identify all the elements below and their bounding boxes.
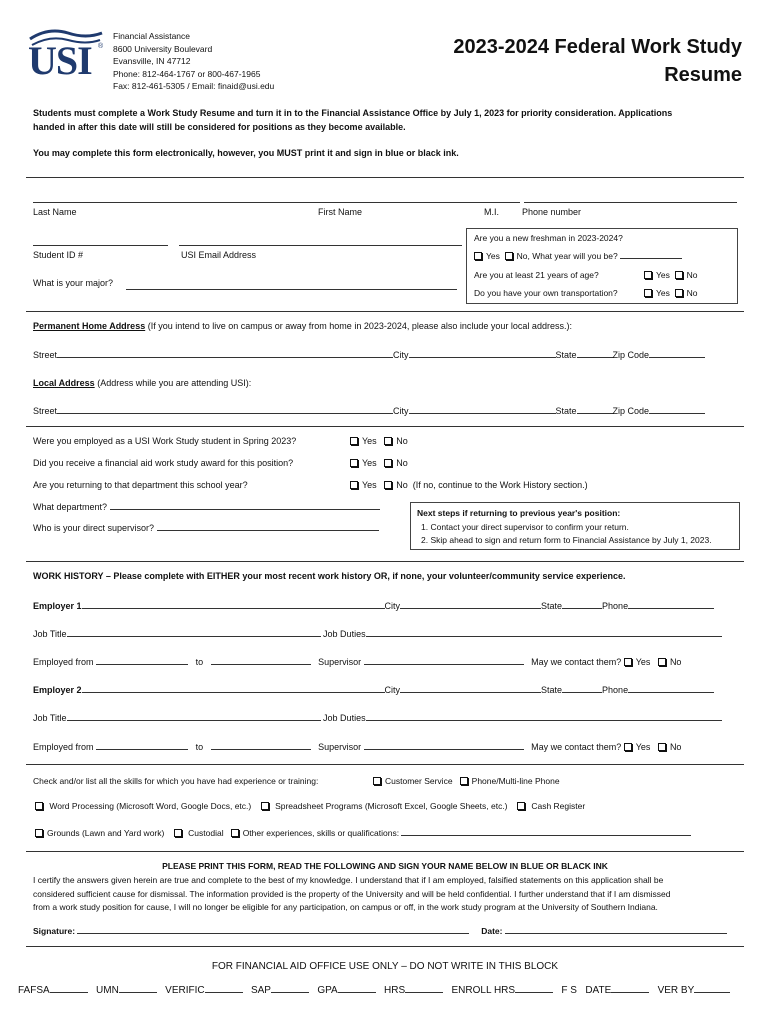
office-use-row [18, 984, 730, 996]
freshman-yes-label: Yes [486, 251, 500, 261]
student-id-input-line[interactable] [33, 245, 168, 246]
office-use-header: FOR FINANCIAL AID OFFICE USE ONLY – DO NOT WRITE IN THIS BLOCK [211, 961, 559, 972]
date-input[interactable] [505, 925, 727, 934]
sap-field [271, 984, 309, 993]
perm-street-input[interactable] [57, 349, 393, 358]
major-label: What is your major? [33, 278, 114, 288]
grounds-checkbox[interactable] [35, 829, 43, 837]
permanent-address-note: (If you intend to live on campus or away from home in 2023-2024, please also include your local address.): [147, 321, 572, 331]
phone-input-line[interactable] [524, 202, 737, 203]
logo-text: USI [28, 38, 92, 83]
other-skills-checkbox[interactable] [231, 829, 239, 837]
word-processing-label: Word Processing (Microsoft Word, Google Docs, etc.) [49, 801, 252, 811]
certify-line-1: I certify the answers given herein are true and complete to the best of my knowledge. I understand that if I am employed, falsified statements on this application shall be [33, 875, 664, 885]
permanent-address-label: Permanent Home Address [33, 321, 146, 331]
email-label: USI Email Address [181, 250, 257, 260]
divider [26, 426, 744, 427]
next-step-1: 1. Contact your direct supervisor to confirm your return. [421, 522, 629, 532]
employed-from-2-input[interactable] [96, 741, 188, 750]
employer-1-input[interactable] [82, 600, 385, 609]
age-yes-label: Yes [656, 270, 670, 280]
student-id-label: Student ID # [33, 250, 84, 260]
ws1-no-checkbox[interactable] [384, 437, 392, 445]
local-address-label: Local Address [33, 378, 95, 388]
to-label: to [195, 657, 204, 667]
ws1-yes-label: Yes [362, 436, 377, 446]
gpa-field [338, 984, 376, 993]
transport-answers [644, 288, 697, 298]
job-duties-1-input[interactable] [366, 628, 722, 637]
state-label: State [555, 350, 577, 360]
divider [26, 851, 744, 852]
employed-to-1-input[interactable] [211, 656, 311, 665]
word-processing-checkbox[interactable] [35, 802, 43, 810]
fs-label: F S [561, 985, 577, 996]
intro-print-note: You may complete this form electronically, however, you MUST print it and sign in blue or black ink. [33, 148, 459, 158]
fafsa-field [50, 984, 88, 993]
contact-question: May we contact them? [531, 742, 622, 752]
intro-text [33, 106, 672, 134]
logo-registered-mark: ® [98, 43, 104, 50]
certify-text [33, 874, 671, 915]
major-input-line[interactable] [126, 289, 457, 290]
skills-row-3 [35, 827, 691, 838]
contact-no-label: No [669, 657, 682, 667]
contact-no-label: No [669, 742, 682, 752]
supervisor-1-input[interactable] [364, 656, 524, 665]
employed-from-1-input[interactable] [96, 656, 188, 665]
divider [26, 561, 744, 562]
org-line-2: 8600 University Boulevard [113, 43, 213, 54]
job-title-1-input[interactable] [67, 628, 321, 637]
skills-row-2 [35, 801, 585, 811]
employer-2-city-input[interactable] [400, 684, 541, 693]
other-skills-label: Other experiences, skills or qualifications: [242, 828, 400, 838]
work-history-header: WORK HISTORY – Please complete with EITHER your most recent work history OR, if none, your volunteer/community service experience. [33, 571, 626, 581]
org-line-4: Phone: 812-464-1767 or 800-467-1965 [113, 68, 261, 79]
job-duties-label: Job Duties [323, 713, 366, 723]
contact-1-yes-checkbox[interactable] [624, 658, 632, 666]
freshman-no-label: No, What year will you be? [516, 251, 618, 261]
perm-zip-input[interactable] [649, 349, 705, 358]
supervisor-label: Supervisor [318, 657, 362, 667]
skills-intro: Check and/or list all the skills for which you have had experience or training: [33, 776, 319, 786]
city-label: City [384, 601, 401, 611]
contact-yes-label: Yes [635, 742, 651, 752]
contact-1-no-checkbox[interactable] [658, 658, 666, 666]
supervisor-input[interactable] [157, 522, 379, 531]
contact-question: May we contact them? [531, 657, 622, 667]
employed-2-row [33, 741, 681, 752]
phone-label: Phone [602, 685, 629, 695]
mi-label: M.I. [484, 207, 499, 217]
supervisor-row [33, 522, 379, 533]
employed-1-row [33, 656, 681, 667]
customer-service-checkbox[interactable] [373, 777, 381, 785]
age-answers [644, 270, 697, 280]
certify-header: PLEASE PRINT THIS FORM, READ THE FOLLOWING AND SIGN YOUR NAME BELOW IN BLUE OR BLACK INK [162, 861, 608, 871]
name-input-line[interactable] [33, 202, 520, 203]
state-label: State [541, 685, 563, 695]
divider [26, 311, 744, 312]
ws1-yes-checkbox[interactable] [350, 437, 358, 445]
hrs-field [405, 984, 443, 993]
to-label: to [195, 742, 204, 752]
ws2-yes-checkbox[interactable] [350, 459, 358, 467]
employed-from-label: Employed from [33, 742, 94, 752]
certify-line-3: from a work study position for cause, I will no longer be eligible for any participation, on campus or off, in the work study program at the University of Southern Indiana. [33, 902, 658, 912]
sap-label: SAP [250, 985, 271, 996]
ws-question-1: Were you employed as a USI Work Study student in Spring 2023? [33, 436, 297, 446]
enroll-hrs-field [515, 984, 553, 993]
transport-no-checkbox[interactable] [675, 289, 683, 297]
last-name-label: Last Name [33, 207, 77, 217]
job-title-label: Job Title [33, 629, 67, 639]
title-line-2: Resume [664, 64, 742, 86]
other-skills-input[interactable] [401, 827, 691, 836]
freshman-question: Are you a new freshman in 2023-2024? [474, 233, 623, 243]
intro-line-2: handed in after this date will still be considered for positions as they become available. [33, 122, 406, 132]
next-steps-title: Next steps if returning to previous year's position: [417, 508, 621, 518]
age-no-checkbox[interactable] [675, 271, 683, 279]
org-line-1: Financial Assistance [113, 31, 191, 41]
city-label: City [393, 350, 409, 360]
ws-answers-1 [350, 436, 408, 446]
street-label: Street [33, 406, 58, 416]
certify-line-2: considered sufficient cause for dismissal. The information provided is the property of the University and will be held confidential. I further understand that if I am dismissed [33, 888, 671, 899]
divider [26, 946, 744, 947]
ws3-yes-checkbox[interactable] [350, 481, 358, 489]
ver-by-label: VER BY [657, 985, 695, 996]
office-date-field [611, 984, 649, 993]
employed-from-label: Employed from [33, 657, 94, 667]
employer-2-state-input[interactable] [562, 684, 602, 693]
divider [26, 764, 744, 765]
divider [26, 177, 744, 178]
local-address-row [33, 405, 705, 416]
ws2-no-checkbox[interactable] [384, 459, 392, 467]
transport-yes-label: Yes [656, 288, 670, 298]
org-line-3: Evansville, IN 47712 [113, 56, 191, 66]
title-line-1: 2023-2024 Federal Work Study [453, 36, 742, 58]
date-label: Date: [481, 926, 503, 936]
ws-question-3: Are you returning to that department this school year? [33, 480, 248, 490]
employer-2-input[interactable] [82, 684, 385, 693]
phone-skill-checkbox[interactable] [460, 777, 468, 785]
umn-label: UMN [96, 985, 119, 996]
local-address-heading [33, 378, 251, 388]
intro-line-1: Students must complete a Work Study Resume and turn it in to the Financial Assistance Office by July 1, 2023 for priority consideration. Applications [33, 108, 673, 118]
local-street-input[interactable] [57, 405, 393, 414]
year-input-line[interactable] [620, 250, 682, 259]
department-input[interactable] [110, 501, 380, 510]
employer-1-row [33, 600, 714, 611]
street-label: Street [33, 350, 58, 360]
ws-answers-2 [350, 458, 408, 468]
employer-2-label: Employer 2 [33, 685, 82, 695]
ws3-no-checkbox[interactable] [384, 481, 392, 489]
ver-by-field [694, 984, 730, 993]
age-yes-checkbox[interactable] [644, 271, 652, 279]
spreadsheet-label: Spreadsheet Programs (Microsoft Excel, Google Sheets, etc.) [275, 801, 508, 811]
job-duties-label: Job Duties [323, 629, 366, 639]
transport-question: Do you have your own transportation? [474, 288, 618, 298]
freshman-yes-checkbox[interactable] [474, 252, 482, 260]
ws-question-2: Did you receive a financial aid work study award for this position? [33, 458, 294, 468]
freshman-no-checkbox[interactable] [505, 252, 513, 260]
employed-to-2-input[interactable] [211, 741, 311, 750]
phone-label: Phone number [522, 207, 582, 217]
age-question: Are you at least 21 years of age? [474, 270, 599, 280]
employer-1-state-input[interactable] [562, 600, 602, 609]
cash-register-label: Cash Register [531, 801, 586, 811]
skills-row-1 [373, 776, 560, 786]
signature-input[interactable] [77, 925, 469, 934]
ws-answers-3 [350, 480, 588, 490]
transport-no-label: No [686, 288, 698, 298]
ws1-no-label: No [396, 436, 408, 446]
employer-1-city-input[interactable] [400, 600, 541, 609]
hrs-label: HRS [384, 985, 406, 996]
department-row [33, 501, 380, 512]
signature-row [33, 925, 727, 936]
signature-label: Signature: [33, 926, 76, 936]
state-label: State [541, 601, 563, 611]
local-zip-input[interactable] [649, 405, 705, 414]
org-address [113, 30, 274, 93]
employer-1-label: Employer 1 [33, 601, 82, 611]
ws3-no-label: No [396, 480, 408, 490]
fafsa-label: FAFSA [18, 985, 50, 996]
ws2-no-label: No [396, 458, 408, 468]
city-label: City [393, 406, 409, 416]
perm-city-input[interactable] [409, 349, 556, 358]
employer-2-row [33, 684, 714, 695]
ws3-note: (If no, continue to the Work History section.) [412, 480, 588, 490]
local-address-note: (Address while you are attending USI): [97, 378, 252, 388]
contact-2-no-checkbox[interactable] [658, 743, 666, 751]
employer-1-phone-input[interactable] [628, 600, 714, 609]
employer-2-phone-input[interactable] [628, 684, 714, 693]
transport-yes-checkbox[interactable] [644, 289, 652, 297]
custodial-label: Custodial [188, 828, 224, 838]
local-state-input[interactable] [577, 405, 613, 414]
custodial-checkbox[interactable] [174, 829, 182, 837]
umn-field [119, 984, 157, 993]
next-step-2: 2. Skip ahead to sign and return form to Financial Assistance by July 1, 2023. [421, 535, 712, 545]
permanent-address-heading [33, 321, 572, 331]
ws3-yes-label: Yes [362, 480, 377, 490]
age-no-label: No [686, 270, 698, 280]
phone-label: Phone [602, 601, 629, 611]
first-name-label: First Name [318, 207, 363, 217]
email-input-line[interactable] [179, 245, 462, 246]
customer-service-label: Customer Service [385, 776, 453, 786]
city-label: City [384, 685, 401, 695]
contact-2-yes-checkbox[interactable] [624, 743, 632, 751]
zip-label: Zip Code [612, 406, 650, 416]
job-title-label: Job Title [33, 713, 67, 723]
spreadsheet-checkbox[interactable] [261, 802, 269, 810]
supervisor-label: Who is your direct supervisor? [33, 523, 155, 533]
grounds-label: Grounds (Lawn and Yard work) [47, 828, 165, 838]
job-duties-2-input[interactable] [366, 712, 722, 721]
state-label: State [555, 406, 577, 416]
contact-yes-label: Yes [635, 657, 651, 667]
zip-label: Zip Code [612, 350, 650, 360]
department-label: What department? [33, 502, 108, 512]
job-title-2-row [33, 712, 722, 723]
verific-label: VERIFIC [165, 985, 205, 996]
phone-skill-label: Phone/Multi-line Phone [471, 776, 560, 786]
permanent-address-row [33, 349, 705, 360]
local-city-input[interactable] [409, 405, 556, 414]
supervisor-2-input[interactable] [364, 741, 524, 750]
perm-state-input[interactable] [577, 349, 613, 358]
ws2-yes-label: Yes [362, 458, 377, 468]
enroll-hrs-label: ENROLL HRS [451, 985, 516, 996]
org-line-5: Fax: 812-461-5305 / Email: finaid@usi.edu [113, 81, 275, 91]
office-date-label: DATE [585, 985, 612, 996]
usi-logo [28, 27, 106, 83]
job-title-1-row [33, 628, 722, 639]
job-title-2-input[interactable] [67, 712, 321, 721]
cash-register-checkbox[interactable] [517, 802, 525, 810]
supervisor-label: Supervisor [318, 742, 362, 752]
freshman-answers [474, 250, 682, 261]
verific-field [205, 984, 243, 993]
page-title [453, 33, 742, 89]
gpa-label: GPA [317, 985, 338, 996]
